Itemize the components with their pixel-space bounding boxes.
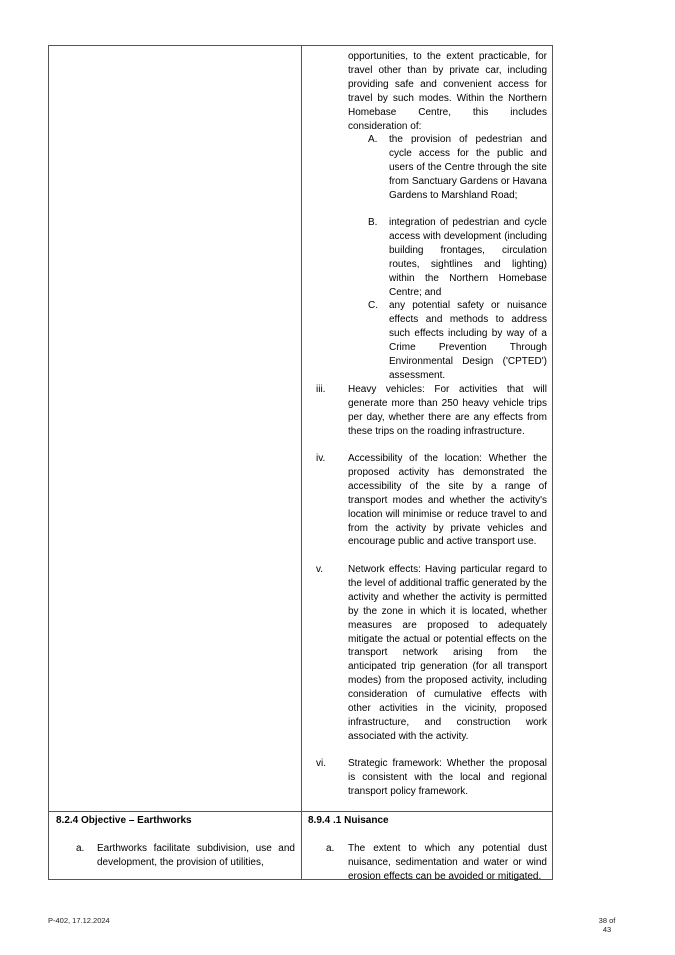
item-text: Network effects: Having particular regard to the level of additional traffic generated by the activity and whether the activity is permitted by the zone in which it is located, whether measures are proposed to adequately mitigate the actual or potential effects on the transport network arising from the anticipated trip generation (for all transport modes) from the proposed activity, including consideration of cumulative effects with other activities in the vicinity, proposed infrastructure, and construction work associated with the activity. xyxy=(348,564,547,742)
footer-doc-ref: P-402, 17.12.2024 xyxy=(48,916,110,925)
sub-item-text: integration of pedestrian and cycle access with development (including building frontages, circulation routes, sightlines and lighting) within the Northern Homebase Centre; and xyxy=(389,217,547,298)
right-item-text: The extent to which any potential dust nuisance, sedimentation and water or wind erosion effects can be avoided or mitigated. xyxy=(348,843,547,882)
intro-paragraph: opportunities, to the extent practicable, for travel other than by private car, including providing safe and convenient access for travel by such modes. Within the Northern Homebase Centre, this includes consideration of: xyxy=(348,51,547,132)
item-text: Accessibility of the location: Whether the proposed activity has demonstrated the accessibility of the site by a range of transport modes and whether the activity's location will minimise or reduce travel to and from the activity by private vehicles and encourage public and active transport use. xyxy=(348,453,547,548)
row-divider xyxy=(48,811,553,812)
sub-item-marker: B. xyxy=(368,217,378,228)
page-line-2: 43 xyxy=(602,925,612,934)
left-section-heading: 8.2.4 Objective – Earthworks xyxy=(56,815,192,826)
item-text: Heavy vehicles: For activities that will generate more than 250 heavy vehicle trips per day, whether there are any effects from these trips on the roading infrastructure. xyxy=(348,384,547,437)
column-divider xyxy=(301,45,302,880)
sub-item-text: any potential safety or nuisance effects and methods to address such effects including by way of a Crime Prevention Through Environmental Design ('CPTED') assessment. xyxy=(389,300,547,381)
item-marker: v. xyxy=(316,564,324,575)
page-line-1: 38 of xyxy=(598,916,616,925)
left-item-text: Earthworks facilitate subdivision, use and development, the provision of utilities, xyxy=(97,843,295,868)
sub-item-marker: C. xyxy=(368,300,378,311)
footer-page-number xyxy=(592,916,622,934)
item-marker: iv. xyxy=(316,453,326,464)
left-item-marker: a. xyxy=(76,843,85,854)
right-item-marker: a. xyxy=(326,843,335,854)
sub-item-marker: A. xyxy=(368,134,378,145)
item-marker: vi. xyxy=(316,758,326,769)
item-text: Strategic framework: Whether the proposal is consistent with the local and regional transport policy framework. xyxy=(348,758,547,797)
sub-item-text: the provision of pedestrian and cycle access for the public and users of the Centre through the site from Sanctuary Gardens or Havana Gardens to Marshland Road; xyxy=(389,134,547,201)
right-section-heading: 8.9.4 .1 Nuisance xyxy=(308,815,389,826)
item-marker: iii. xyxy=(316,384,326,395)
